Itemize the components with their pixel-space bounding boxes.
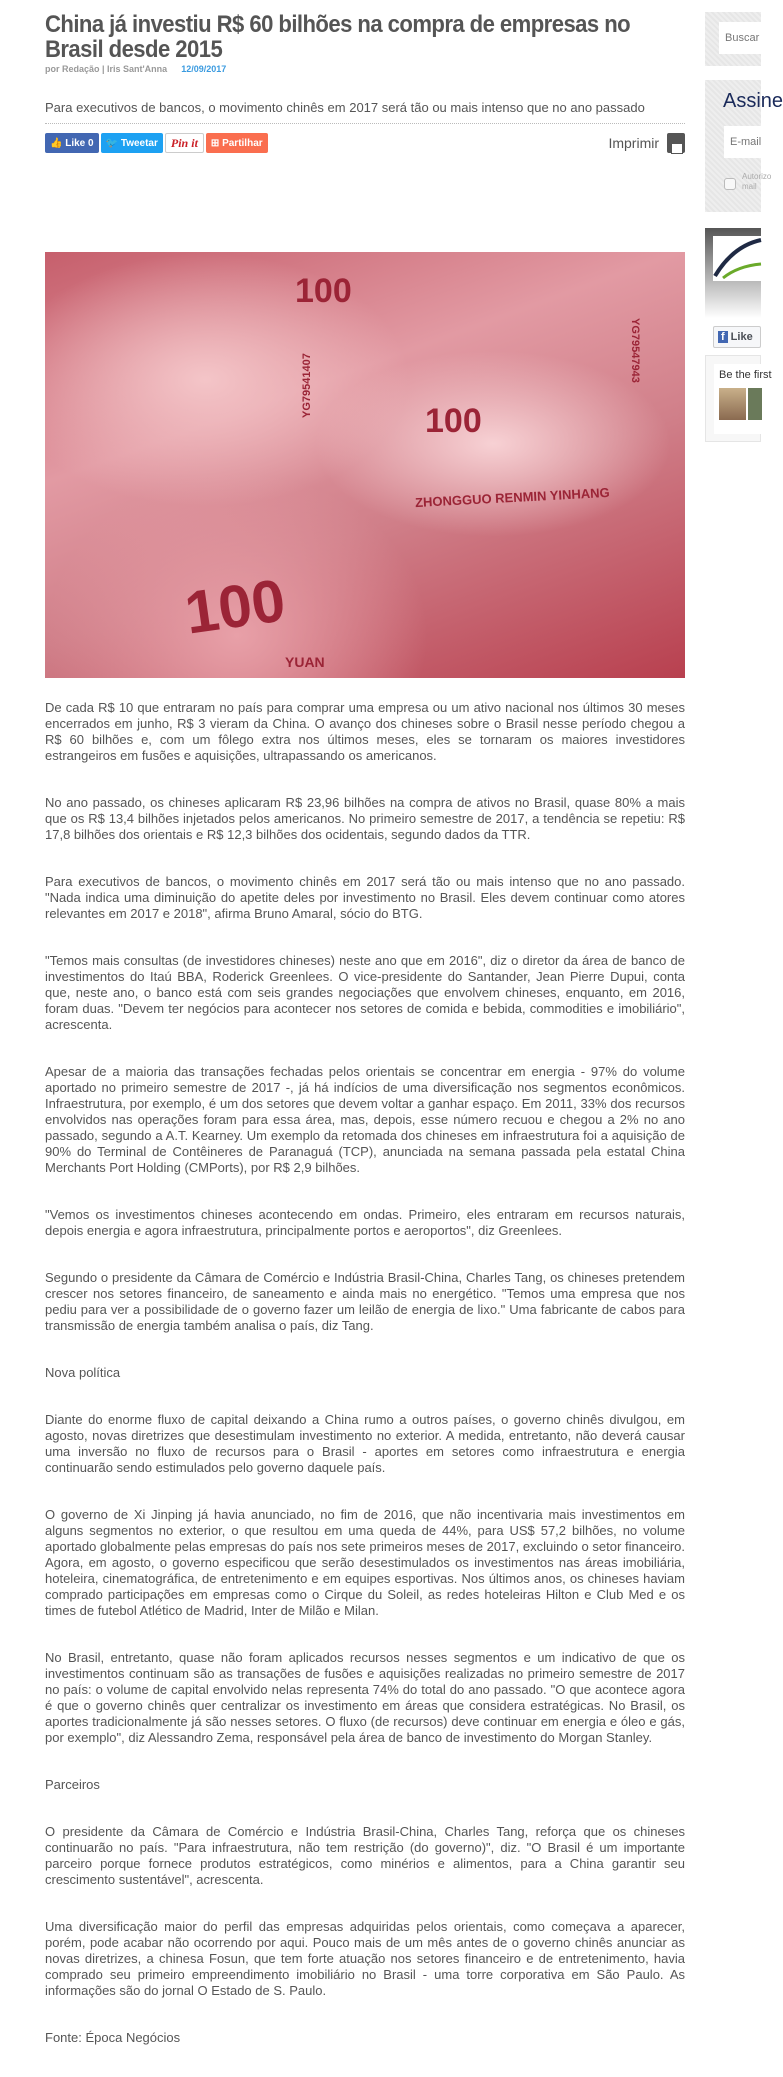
search-box	[705, 12, 761, 66]
banknote-value: 100	[295, 272, 352, 310]
paragraph: De cada R$ 10 que entraram no país para comprar uma empresa ou um ativo nacional nos últimos 30 meses encerrados em junho, R$ 3 vieram da China. O avanço dos chineses sobre o Brasil nesse período chegou a R$ 60 bilhões e, com um fôlego extra nos últimos meses, eles se tornaram os maiores investidores estrangeiros em fusões e aquisições, ultrapassando os americanos.	[45, 700, 685, 763]
article-title: China já investiu R$ 60 bilhões na compra de empresas no Brasil desde 2015	[45, 11, 631, 63]
search-input[interactable]: Buscar	[719, 22, 761, 54]
yuan-label: YUAN	[285, 654, 325, 670]
printer-icon	[667, 133, 685, 153]
facebook-like-button[interactable]: 👍 Like 0	[45, 133, 99, 153]
serial-number: YG79547943	[629, 318, 641, 383]
source: Fonte: Época Negócios	[45, 2030, 181, 2045]
paragraph: Segundo o presidente da Câmara de Comércio e Indústria Brasil-China, Charles Tang, os chineses pretendem crescer nos setores financeiro, de saneamento e ainda mais no energético. "Temos uma empresa que nos pediu para ver a possibilidade de o governo fazer um leilão de energia de lixo." Uma fabricante de cabos para transmissão de energia também analisa o país, diz Tang.	[45, 1270, 685, 1333]
article-header	[45, 12, 685, 154]
facebook-icon: f	[718, 331, 728, 343]
thumbs-up-icon: 👍	[50, 137, 66, 149]
tweet-button[interactable]: 🐦 Tweetar	[101, 133, 163, 153]
date: 12/09/2017	[181, 64, 227, 74]
paragraph: "Vemos os investimentos chineses acontecendo em ondas. Primeiro, eles entraram em recursos naturais, depois energia e agora infraestrutura, principalmente portos e aeroportos", diz Greenlees.	[45, 1207, 685, 1238]
paragraph: Diante do enorme fluxo de capital deixando a China rumo a outros países, o governo chinês divulgou, em agosto, novas diretrizes que desestimulam investimento no exterior. A medida, entretanto, não deverá causar uma inversão no fluxo de recursos para o Brasil - aportes em setores como infraestrutura e energia continuarão sendo estimulados pelo governo daquele país.	[45, 1412, 685, 1475]
consent-label: Autorizo mail	[742, 172, 772, 191]
email-input[interactable]: E-mail	[724, 126, 761, 158]
paragraph: O presidente da Câmara de Comércio e Indústria Brasil-China, Charles Tang, reforça que os chineses continuarão no país. "Para infraestrutura, não tem restrição (do governo)", diz. "O Brasil é um importante parceiro porque fornece produtos estratégicos, como minérios e alimentos, para a China garantir seu crescimento sustentável", acrescenta.	[45, 1824, 685, 1887]
bank-name: ZHONGGUO RENMIN YINHANG	[414, 484, 611, 511]
paragraph: Apesar de a maioria das transações fechadas pelos orientais se concentrar em energia - 97% do volume aportado no primeiro semestre de 2017 -, já há indícios de uma diversificação nos segmentos econômicos. Infraestrutura, por exemplo, é um dos setores que devem voltar a ganhar espaço. Em 2011, 33% dos recursos envolvidos nas operações foram para essa área, mas, depois, esse número recuou e chegou a 2% no ano passado, segundo a A.T. Kearney. Um exemplo da retomada dos chineses em infraestrutura foi a aquisição de 90% do Terminal de Contêineres de Paranaguá (TCP), anunciada na semana passada pela estatal China Merchants Port Holding (CMPorts), por R$ 2,9 bilhões.	[45, 1064, 685, 1175]
article-body	[45, 700, 685, 2077]
byline	[45, 64, 685, 74]
section-heading: Parceiros	[45, 1777, 100, 1792]
consent-checkbox[interactable]	[724, 178, 736, 190]
share-button[interactable]: ⊞ Partilhar	[206, 133, 268, 153]
banknote-value: 100	[180, 566, 290, 647]
paragraph: "Temos mais consultas (de investidores chineses) neste ano que em 2016", diz o diretor da área de banco de investimentos do Itaú BBA, Roderick Greenlees. O vice-presidente do Santander, Jean Pierre Dupui, conta que, neste ano, o banco está com seis grandes negociações que envolvem chineses, enquanto, em 2016, foram duas. "Devem ter negócios para acontecer nos setores de comida e bebida, commodities e imobiliário", acrescenta.	[45, 953, 685, 1032]
paragraph: No ano passado, os chineses aplicaram R$ 23,96 bilhões na compra de ativos no Brasil, quase 80% a mais que os R$ 13,4 bilhões injetados pelos americanos. No primeiro semestre de 2017, a tendência se repetiu: R$ 17,8 bilhões dos orientais e R$ 12,3 bilhões dos ocidentais, segundo dados da TTR.	[45, 795, 685, 842]
facebook-like-page-button[interactable]: f Like	[713, 326, 761, 348]
newsletter-box	[705, 80, 783, 212]
pinterest-button[interactable]: Pin it	[165, 133, 204, 153]
author: por Redação | Iris Sant'Anna	[45, 64, 168, 74]
paragraph: O governo de Xi Jinping já havia anunciado, no fim de 2016, que não incentivaria mais investimentos em alguns segmentos no exterior, o que resultou em uma queda de 44%, para US$ 57,2 bilhões, no volume aportado globalmente pelas empresas do país nos sete primeiros meses de 2017, excluindo o setor financeiro. Agora, em agosto, o governo especificou que serão desestimulados os investimentos nas áreas imobiliária, hoteleira, cinematográfica, de entretenimento e em equipes esportivas. Nos últimos anos, os chineses haviam comprado participações em empresas como o Cirque du Soleil, as redes hoteleiras Hilton e Club Med e os times de futebol Atlético de Madrid, Inter de Milão e Milan.	[45, 1507, 685, 1618]
serial-number: YG79541407	[301, 353, 313, 418]
paragraph: Para executivos de bancos, o movimento chinês em 2017 será tão ou mais intenso que no ano passado. "Nada indica uma diminuição do apetite deles por investimento no Brasil. Eles devem continuar como atores relevantes em 2017 e 2018", afirma Bruno Amaral, sócio do BTG.	[45, 874, 685, 921]
section-heading: Nova política	[45, 1365, 121, 1380]
swoosh-logo-icon	[713, 236, 761, 281]
paragraph: Uma diversificação maior do perfil das empresas adquiridas pelos orientais, como começava a aparecer, porém, pode acabar não ocorrendo por aqui. Pouco mais de um mês antes de o governo chinês anunciar as novas diretrizes, a chinesa Fosun, que tem forte atuação nos setores financeiro e de entretenimento, havia comprado seu primeiro empreendimento imobiliário no Brasil - uma torre corporativa em São Paulo. As informações são do jornal O Estado de S. Paulo.	[45, 1919, 685, 1998]
facebook-friends-panel	[705, 355, 772, 442]
fb-social-text: Be the first	[719, 369, 772, 381]
logo	[713, 236, 761, 281]
article-subtitle: Para executivos de bancos, o movimento chinês em 2017 será tão ou mais intenso que no ano passado	[45, 100, 685, 124]
avatar[interactable]	[748, 388, 762, 420]
newsletter-title: Assine	[723, 90, 783, 112]
paragraph: No Brasil, entretanto, quase não foram aplicados recursos nesses segmentos e um indicativo de que os investimentos continuam são as transações de fusões e aquisições realizadas no primeiro semestre de 2017 no país: o volume de capital envolvido nelas representa 74% do total do ano passado. "O que acontece agora é que o governo chinês quer centralizar os investimento em áreas que considera estratégicas. No Brasil, os aportes tradicionalmente já são nesses setores. O fluxo (de recursos) deve continuar em energia e óleo e gás, por exemplo", diz Alessandro Zema, responsável pela área de banco de investimento do Morgan Stanley.	[45, 1650, 685, 1745]
banknote-value: 100	[425, 402, 482, 440]
plus-icon: ⊞	[210, 137, 223, 149]
share-bar	[45, 132, 685, 154]
article-image	[45, 252, 685, 678]
facebook-page-cover[interactable]	[705, 228, 761, 318]
avatar[interactable]	[719, 388, 746, 420]
twitter-bird-icon: 🐦	[105, 137, 121, 149]
print-button[interactable]: Imprimir	[608, 133, 685, 153]
